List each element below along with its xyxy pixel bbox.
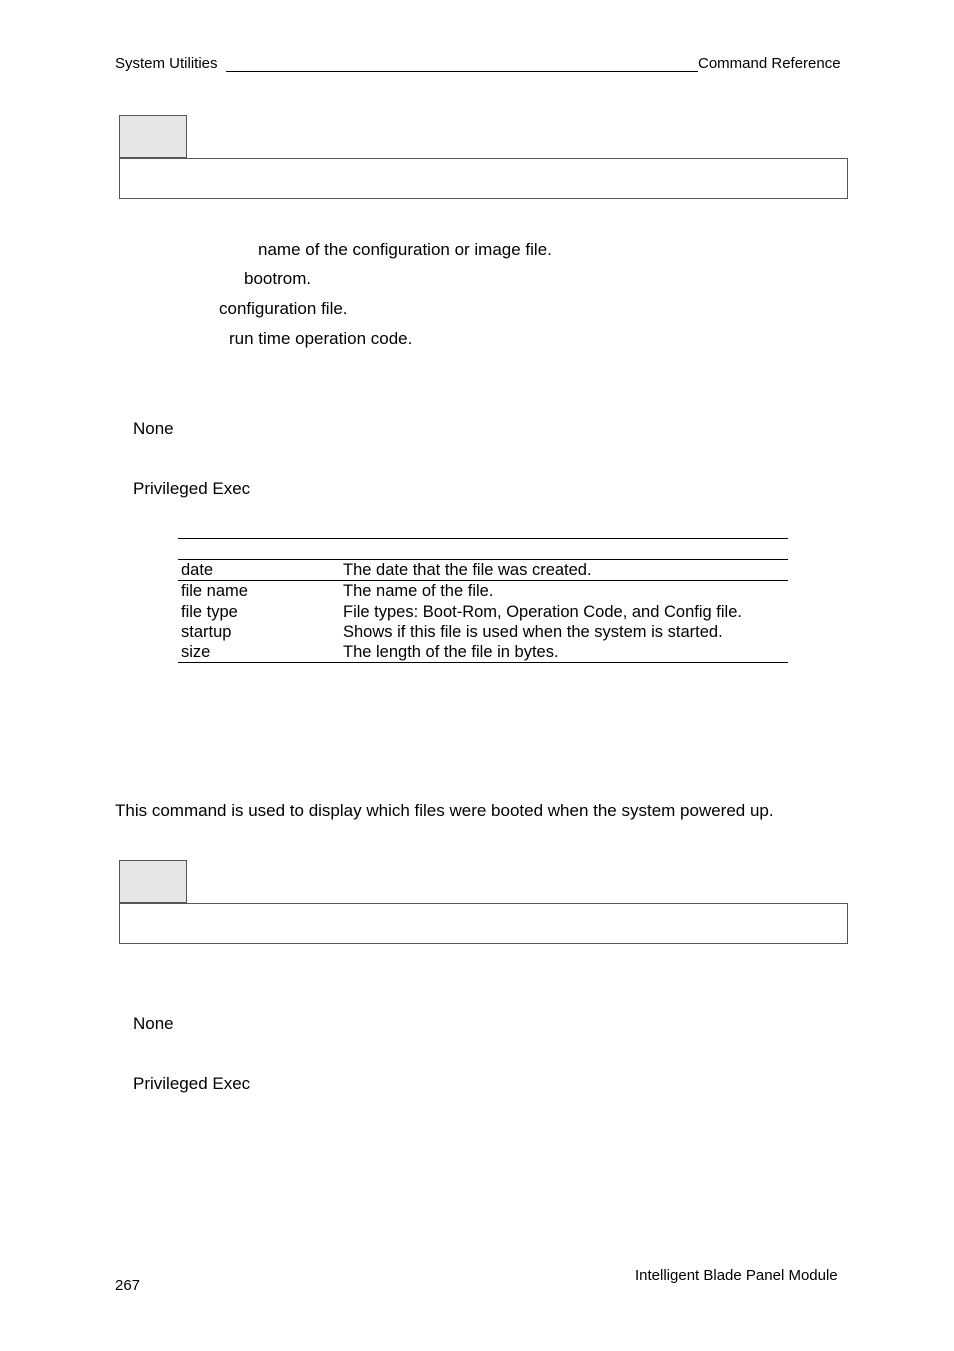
command-mode-value: Privileged Exec <box>133 1074 251 1093</box>
table-cell-desc: File types: Boot-Rom, Operation Code, and Config file. <box>343 603 742 621</box>
header-section-title: System Utilities <box>115 55 218 72</box>
table-cell-field: size <box>181 643 211 661</box>
footer-product-name: Intelligent Blade Panel Module <box>635 1267 838 1284</box>
table-cell-field: date <box>181 561 214 579</box>
command-syntax-tab <box>119 115 187 158</box>
command-description: This command is used to display which files were booted when the system powered up. <box>115 801 774 820</box>
default-value: None <box>133 1014 174 1033</box>
command-syntax-box <box>119 903 848 944</box>
default-value: None <box>133 419 174 438</box>
param-bootrom-desc: bootrom. <box>244 269 312 288</box>
table-cell-desc: The name of the file. <box>343 582 494 600</box>
table-bottom-rule <box>178 662 788 663</box>
command-syntax-tab <box>119 860 187 903</box>
command-mode-value: Privileged Exec <box>133 479 251 498</box>
table-cell-field: file name <box>181 582 248 600</box>
param-filename-desc: name of the configuration or image file. <box>258 240 552 259</box>
table-cell-field: file type <box>181 603 238 621</box>
table-cell-field: startup <box>181 623 232 641</box>
table-cell-desc: The date that the file was created. <box>343 561 592 579</box>
table-cell-desc: The length of the file in bytes. <box>343 643 559 661</box>
page-number: 267 <box>115 1277 141 1294</box>
header-chapter-title: Command Reference <box>698 55 841 72</box>
param-config-desc: configuration file. <box>219 299 348 318</box>
param-opcode-desc: run time operation code. <box>229 329 413 348</box>
table-cell-desc: Shows if this file is used when the system is started. <box>343 623 723 641</box>
header-rule <box>226 71 698 72</box>
table-top-rule <box>178 538 788 539</box>
command-syntax-box <box>119 158 848 199</box>
